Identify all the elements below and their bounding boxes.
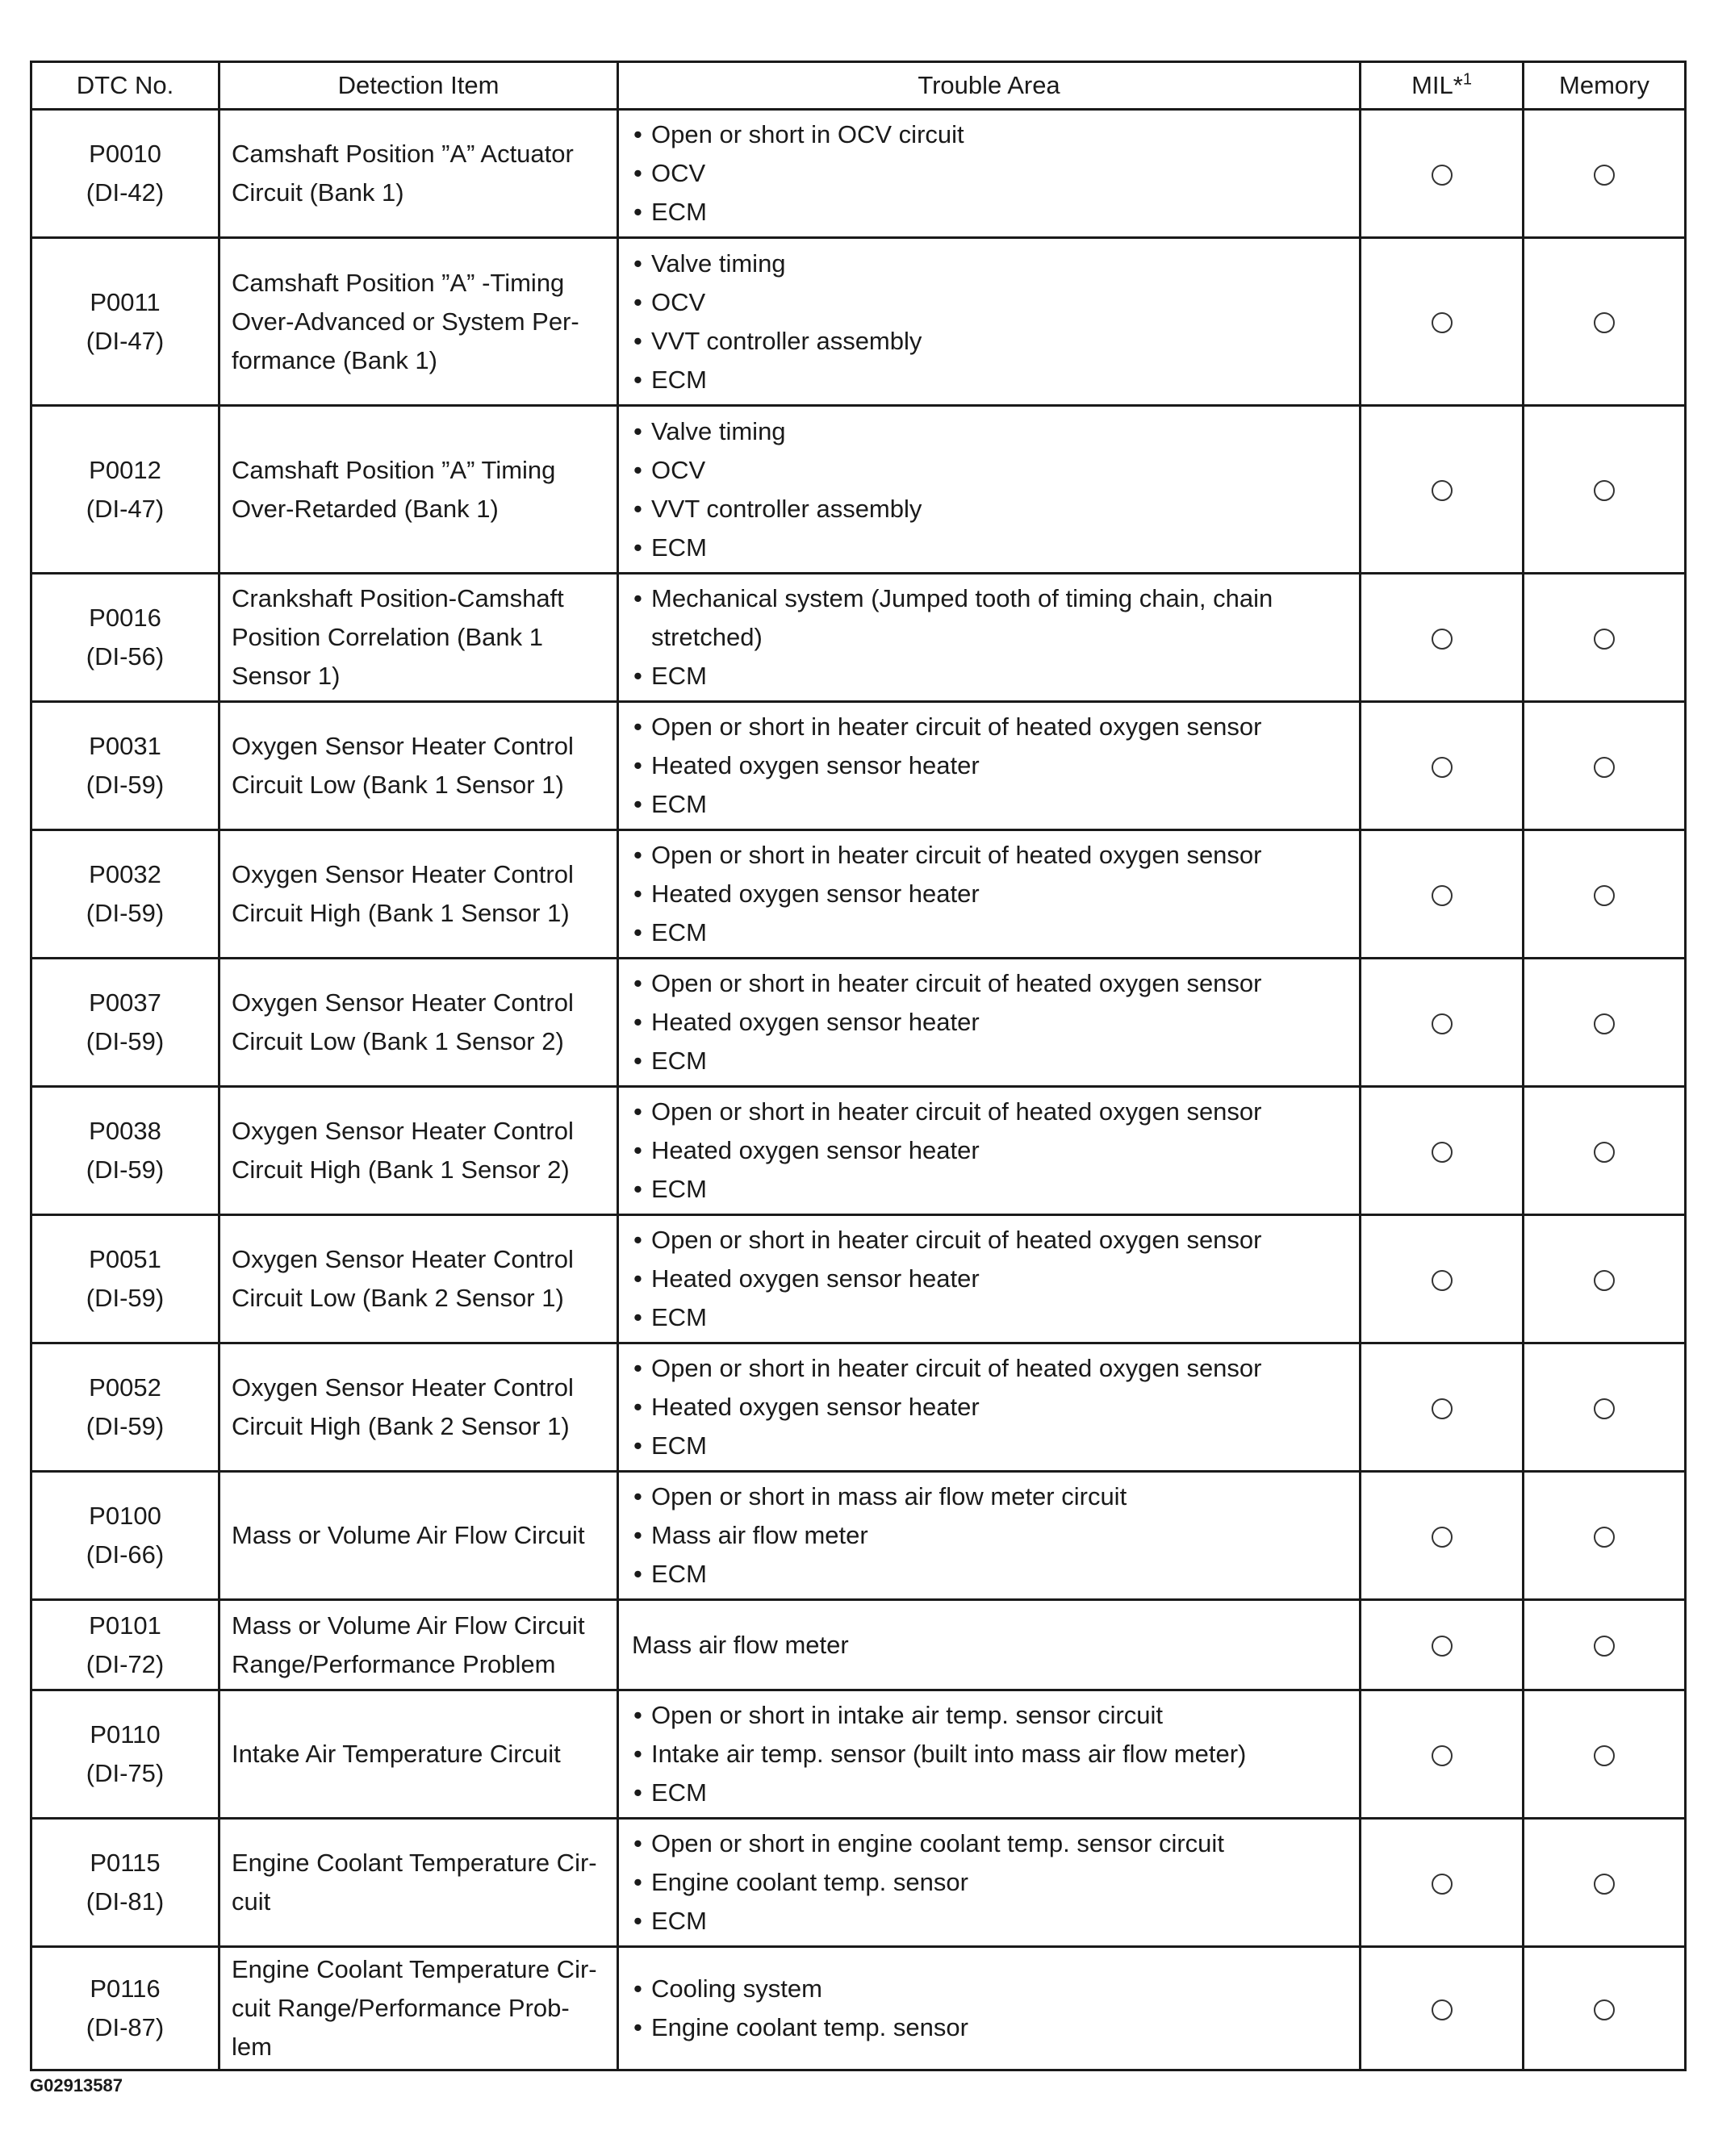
mil-cell [1361, 830, 1524, 959]
trouble-area-item: • Engine coolant temp. sensor [629, 1863, 1349, 1902]
trouble-area-item: • ECM [629, 1042, 1349, 1080]
trouble-area-item: • ECM [629, 657, 1349, 696]
memory-cell [1524, 1690, 1686, 1819]
dtc-code: P0012 [89, 455, 161, 484]
detection-item: Engine Coolant Temperature Cir-cuit [219, 1819, 618, 1947]
trouble-area-item: • Heated oxygen sensor heater [629, 875, 1349, 913]
memory-circle-icon [1594, 312, 1615, 333]
mil-cell [1361, 959, 1524, 1087]
mil-circle-icon [1432, 1636, 1453, 1657]
memory-cell [1524, 959, 1686, 1087]
memory-circle-icon [1594, 1270, 1615, 1291]
detection-item: Camshaft Position ”A” -Timing Over-Advanced or System Per-formance (Bank 1) [219, 238, 618, 406]
header-mil-footnote: 1 [1462, 70, 1472, 89]
dtc-code-cell [31, 1087, 219, 1215]
memory-circle-icon [1594, 480, 1615, 501]
dtc-reference: (DI-59) [86, 899, 165, 927]
trouble-area-item: • Heated oxygen sensor heater [629, 1260, 1349, 1298]
dtc-reference: (DI-81) [86, 1887, 165, 1916]
trouble-area-item: • ECM [629, 361, 1349, 399]
memory-cell [1524, 238, 1686, 406]
table-row [31, 959, 1686, 1087]
trouble-area-cell [618, 238, 1361, 406]
trouble-area-item: • ECM [629, 193, 1349, 232]
detection-item: Oxygen Sensor Heater Control Circuit Low (Bank 1 Sensor 1) [219, 702, 618, 830]
detection-item: Oxygen Sensor Heater Control Circuit High (Bank 2 Sensor 1) [219, 1343, 618, 1472]
memory-circle-icon [1594, 165, 1615, 186]
header-mil-label: MIL* [1411, 71, 1463, 99]
trouble-area-item: • Engine coolant temp. sensor [629, 2008, 1349, 2047]
trouble-area-item: • Open or short in heater circuit of heated oxygen sensor [629, 1093, 1349, 1131]
trouble-area-cell [618, 959, 1361, 1087]
mil-circle-icon [1432, 629, 1453, 650]
trouble-area-cell [618, 1690, 1361, 1819]
table-row [31, 1215, 1686, 1343]
memory-circle-icon [1594, 757, 1615, 778]
trouble-area-item: • Heated oxygen sensor heater [629, 1131, 1349, 1170]
mil-circle-icon [1432, 480, 1453, 501]
mil-cell [1361, 1819, 1524, 1947]
trouble-area-item: • Open or short in heater circuit of heated oxygen sensor [629, 964, 1349, 1003]
memory-circle-icon [1594, 1874, 1615, 1895]
mil-cell [1361, 574, 1524, 702]
dtc-table [30, 61, 1687, 2071]
trouble-area-item: • Open or short in heater circuit of heated oxygen sensor [629, 836, 1349, 875]
dtc-reference: (DI-47) [86, 494, 165, 523]
detection-item: Oxygen Sensor Heater Control Circuit Low (Bank 2 Sensor 1) [219, 1215, 618, 1343]
trouble-area-item: • Open or short in heater circuit of heated oxygen sensor [629, 708, 1349, 746]
memory-circle-icon [1594, 629, 1615, 650]
trouble-area-cell [618, 1343, 1361, 1472]
trouble-area-item: • Valve timing [629, 412, 1349, 451]
mil-circle-icon [1432, 1142, 1453, 1163]
memory-circle-icon [1594, 1999, 1615, 2020]
dtc-code-cell [31, 1600, 219, 1690]
dtc-code-cell [31, 1690, 219, 1819]
detection-item: Oxygen Sensor Heater Control Circuit High (Bank 1 Sensor 2) [219, 1087, 618, 1215]
dtc-reference: (DI-56) [86, 642, 165, 671]
dtc-code-cell [31, 1472, 219, 1600]
trouble-area-cell [618, 702, 1361, 830]
memory-cell [1524, 1600, 1686, 1690]
mil-circle-icon [1432, 165, 1453, 186]
trouble-area-item: • Open or short in OCV circuit [629, 115, 1349, 154]
trouble-area-cell [618, 574, 1361, 702]
dtc-reference: (DI-59) [86, 1284, 165, 1312]
trouble-area-cell [618, 110, 1361, 238]
table-row [31, 1600, 1686, 1690]
memory-circle-icon [1594, 1527, 1615, 1548]
trouble-area-item: • ECM [629, 1774, 1349, 1812]
memory-cell [1524, 1472, 1686, 1600]
header-mil [1361, 62, 1524, 110]
trouble-area-item: • OCV [629, 154, 1349, 193]
detection-item: Oxygen Sensor Heater Control Circuit Low (Bank 1 Sensor 2) [219, 959, 618, 1087]
detection-item: Intake Air Temperature Circuit [219, 1690, 618, 1819]
trouble-area-item: • ECM [629, 1170, 1349, 1209]
dtc-reference: (DI-75) [86, 1759, 165, 1787]
mil-cell [1361, 702, 1524, 830]
mil-circle-icon [1432, 1999, 1453, 2020]
dtc-reference: (DI-66) [86, 1540, 165, 1569]
memory-circle-icon [1594, 1636, 1615, 1657]
header-trouble-area: Trouble Area [618, 62, 1361, 110]
table-row [31, 1819, 1686, 1947]
memory-circle-icon [1594, 885, 1615, 906]
mil-cell [1361, 1087, 1524, 1215]
mil-circle-icon [1432, 1527, 1453, 1548]
memory-circle-icon [1594, 1745, 1615, 1766]
trouble-area-item: • Cooling system [629, 1970, 1349, 2008]
mil-circle-icon [1432, 885, 1453, 906]
trouble-area-item: • VVT controller assembly [629, 322, 1349, 361]
memory-cell [1524, 1343, 1686, 1472]
memory-circle-icon [1594, 1013, 1615, 1034]
detection-item: Mass or Volume Air Flow Circuit [219, 1472, 618, 1600]
memory-cell [1524, 406, 1686, 574]
mil-circle-icon [1432, 757, 1453, 778]
dtc-code: P0011 [90, 287, 161, 316]
header-dtc-no: DTC No. [31, 62, 219, 110]
dtc-code: P0110 [90, 1720, 161, 1749]
table-row [31, 1472, 1686, 1600]
trouble-area-item: • Mechanical system (Jumped tooth of timing chain, chain stretched) [629, 579, 1349, 657]
trouble-area-item: • Heated oxygen sensor heater [629, 1003, 1349, 1042]
mil-circle-icon [1432, 1874, 1453, 1895]
table-row [31, 1947, 1686, 2070]
trouble-area-item: • ECM [629, 785, 1349, 824]
table-body [31, 110, 1686, 2070]
trouble-area-text: Mass air flow meter [632, 1630, 849, 1659]
header-detection-item: Detection Item [219, 62, 618, 110]
trouble-area-item: • Heated oxygen sensor heater [629, 746, 1349, 785]
mil-circle-icon [1432, 1013, 1453, 1034]
dtc-code: P0115 [90, 1849, 161, 1877]
dtc-reference: (DI-59) [86, 1412, 165, 1440]
dtc-reference: (DI-59) [86, 1155, 165, 1184]
detection-item: Oxygen Sensor Heater Control Circuit High (Bank 1 Sensor 1) [219, 830, 618, 959]
table-row [31, 1690, 1686, 1819]
mil-cell [1361, 1690, 1524, 1819]
trouble-area-item: • ECM [629, 1555, 1349, 1594]
trouble-area-cell [618, 1947, 1361, 2070]
mil-cell [1361, 1343, 1524, 1472]
memory-cell [1524, 574, 1686, 702]
dtc-code: P0038 [89, 1117, 161, 1145]
trouble-area-item: • Open or short in heater circuit of heated oxygen sensor [629, 1221, 1349, 1260]
dtc-code: P0016 [89, 604, 161, 632]
detection-item: Engine Coolant Temperature Cir-cuit Range/Performance Prob-lem [219, 1947, 618, 2070]
table-row [31, 238, 1686, 406]
table-row [31, 830, 1686, 959]
dtc-code-cell [31, 1343, 219, 1472]
table-row [31, 110, 1686, 238]
dtc-reference: (DI-42) [86, 178, 165, 207]
trouble-area-item: • Open or short in heater circuit of heated oxygen sensor [629, 1349, 1349, 1388]
dtc-code-cell [31, 959, 219, 1087]
trouble-area-cell [618, 1215, 1361, 1343]
trouble-area-item: • Valve timing [629, 244, 1349, 283]
trouble-area-cell [618, 1600, 1361, 1690]
mil-circle-icon [1432, 1398, 1453, 1419]
dtc-code-cell [31, 1215, 219, 1343]
dtc-reference: (DI-59) [86, 771, 165, 799]
trouble-area-item: • Intake air temp. sensor (built into mass air flow meter) [629, 1735, 1349, 1774]
trouble-area-item: • OCV [629, 283, 1349, 322]
dtc-reference: (DI-47) [86, 326, 165, 355]
trouble-area-cell [618, 1819, 1361, 1947]
dtc-code: P0032 [89, 860, 161, 888]
trouble-area-item: • OCV [629, 451, 1349, 490]
trouble-area-item: • Open or short in intake air temp. sensor circuit [629, 1696, 1349, 1735]
dtc-code-cell [31, 238, 219, 406]
trouble-area-cell [618, 1087, 1361, 1215]
dtc-code-cell [31, 702, 219, 830]
detection-item: Mass or Volume Air Flow Circuit Range/Performance Problem [219, 1600, 618, 1690]
mil-cell [1361, 406, 1524, 574]
dtc-code: P0101 [89, 1611, 161, 1640]
memory-cell [1524, 830, 1686, 959]
dtc-code: P0031 [89, 732, 161, 760]
dtc-code: P0051 [89, 1245, 161, 1273]
table-row [31, 574, 1686, 702]
trouble-area-item: • Heated oxygen sensor heater [629, 1388, 1349, 1427]
dtc-reference: (DI-87) [86, 2013, 165, 2041]
trouble-area-item: • ECM [629, 1427, 1349, 1465]
trouble-area-item: • ECM [629, 1298, 1349, 1337]
dtc-code: P0116 [90, 1974, 161, 2003]
memory-cell [1524, 1087, 1686, 1215]
trouble-area-item: • Open or short in engine coolant temp. sensor circuit [629, 1824, 1349, 1863]
mil-circle-icon [1432, 312, 1453, 333]
trouble-area-cell [618, 830, 1361, 959]
dtc-code-cell [31, 1947, 219, 2070]
mil-circle-icon [1432, 1745, 1453, 1766]
mil-cell [1361, 238, 1524, 406]
dtc-reference: (DI-59) [86, 1027, 165, 1055]
trouble-area-cell [618, 406, 1361, 574]
dtc-code-cell [31, 1819, 219, 1947]
dtc-code: P0100 [89, 1502, 161, 1530]
trouble-area-item: • ECM [629, 529, 1349, 567]
memory-cell [1524, 1215, 1686, 1343]
table-row [31, 406, 1686, 574]
dtc-code-cell [31, 830, 219, 959]
trouble-area-item: • VVT controller assembly [629, 490, 1349, 529]
detection-item: Camshaft Position ”A” Timing Over-Retarded (Bank 1) [219, 406, 618, 574]
trouble-area-item: • Open or short in mass air flow meter circuit [629, 1477, 1349, 1516]
memory-cell [1524, 110, 1686, 238]
header-row [31, 62, 1686, 110]
dtc-code-cell [31, 574, 219, 702]
header-memory: Memory [1524, 62, 1686, 110]
figure-id: G02913587 [30, 2075, 123, 2095]
table-row [31, 1087, 1686, 1215]
mil-cell [1361, 1600, 1524, 1690]
trouble-area-item: • ECM [629, 1902, 1349, 1941]
dtc-code-cell [31, 110, 219, 238]
trouble-area-item: • Mass air flow meter [629, 1516, 1349, 1555]
table-row [31, 702, 1686, 830]
dtc-code: P0010 [89, 140, 161, 168]
detection-item: Camshaft Position ”A” Actuator Circuit (Bank 1) [219, 110, 618, 238]
memory-circle-icon [1594, 1142, 1615, 1163]
dtc-code: P0037 [89, 988, 161, 1017]
memory-cell [1524, 1819, 1686, 1947]
dtc-code-cell [31, 406, 219, 574]
mil-circle-icon [1432, 1270, 1453, 1291]
dtc-reference: (DI-72) [86, 1649, 165, 1678]
table-row [31, 1343, 1686, 1472]
memory-circle-icon [1594, 1398, 1615, 1419]
mil-cell [1361, 1947, 1524, 2070]
mil-cell [1361, 1472, 1524, 1600]
mil-cell [1361, 110, 1524, 238]
memory-cell [1524, 702, 1686, 830]
detection-item: Crankshaft Position-Camshaft Position Correlation (Bank 1 Sensor 1) [219, 574, 618, 702]
mil-cell [1361, 1215, 1524, 1343]
dtc-code: P0052 [89, 1373, 161, 1402]
trouble-area-cell [618, 1472, 1361, 1600]
trouble-area-item: • ECM [629, 913, 1349, 952]
memory-cell [1524, 1947, 1686, 2070]
